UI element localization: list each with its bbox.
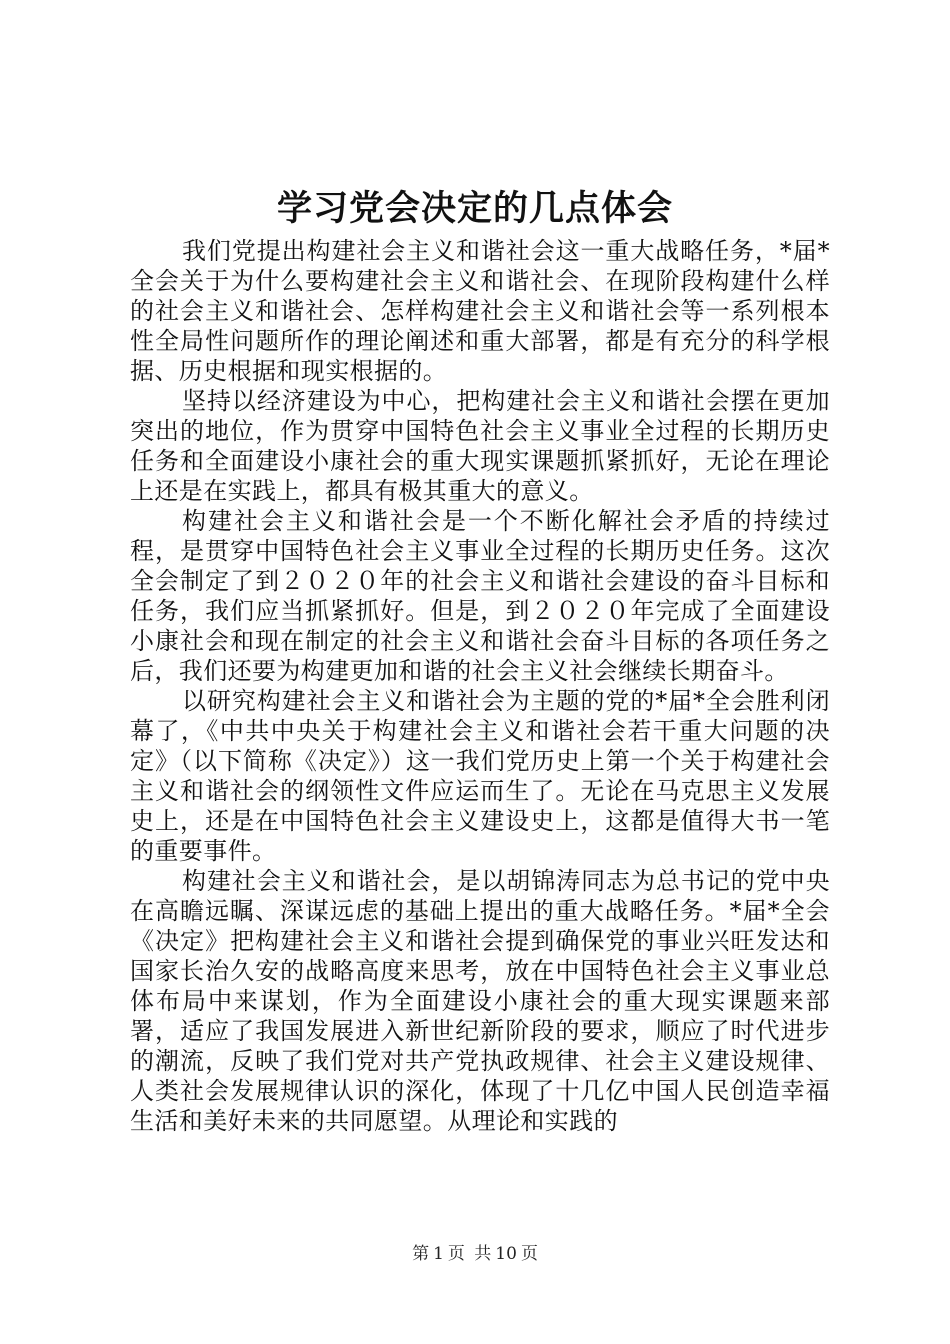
document-body [130, 236, 830, 1136]
paragraph-1: 我们党提出构建社会主义和谐社会这一重大战略任务，*届*全会关于为什么要构建社会主义和谐社会、在现阶段构建什么样的社会主义和谐社会、怎样构建社会主义和谐社会等一系列根本性全局性问题所作的理论阐述和重大部署，都是有充分的科学根据、历史根据和现实根据的。 [130, 237, 830, 385]
paragraph-2: 坚持以经济建设为中心，把构建社会主义和谐社会摆在更加突出的地位，作为贯穿中国特色社会主义事业全过程的长期历史任务和全面建设小康社会的重大现实课题抓紧抓好，无论在理论上还是在实践上，都具有极其重大的意义。 [130, 387, 830, 505]
total-pages: 10 [495, 1244, 517, 1264]
paragraph-3: 构建社会主义和谐社会是一个不断化解社会矛盾的持续过程，是贯穿中国特色社会主义事业全过程的长期历史任务。这次全会制定了到２０２０年的社会主义和谐社会建设的奋斗目标和任务，我们应当抓紧抓好。但是，到２０２０年完成了全面建设小康社会和现在制定的社会主义和谐社会奋斗目标的各项任务之后，我们还要为构建更加和谐的社会主义社会继续长期奋斗。 [130, 507, 830, 685]
page-footer [0, 1242, 950, 1266]
page-suffix: 页 [447, 1244, 465, 1264]
page-label: 第 [412, 1244, 430, 1264]
paragraph-5: 构建社会主义和谐社会，是以胡锦涛同志为总书记的党中央在高瞻远瞩、深谋远虑的基础上提出的重大战略任务。*届*全会《决定》把构建社会主义和谐社会提到确保党的事业兴旺发达和国家长治久安的战略高度来思考，放在中国特色社会主义事业总体布局中来谋划，作为全面建设小康社会的重大现实课题来部署，适应了我国发展进入新世纪新阶段的要求，顺应了时代进步的潮流，反映了我们党对共产党执政规律、社会主义建设规律、人类社会发展规律认识的深化，体现了十几亿中国人民创造幸福生活和美好未来的共同愿望。从理论和实践的 [130, 867, 830, 1135]
total-suffix: 页 [520, 1244, 538, 1264]
total-label: 共 [474, 1244, 492, 1264]
page-number: 1 [433, 1244, 444, 1264]
paragraph-4: 以研究构建社会主义和谐社会为主题的党的*届*全会胜利闭幕了，《中共中央关于构建社会主义和谐社会若干重大问题的决定》（以下简称《决定》）这一我们党历史上第一个关于构建社会主义和谐社会的纲领性文件应运而生了。无论在马克思主义发展史上，还是在中国特色社会主义建设史上，这都是值得大书一笔的重要事件。 [130, 687, 830, 865]
document-title: 学习党会决定的几点体会 [276, 188, 673, 229]
